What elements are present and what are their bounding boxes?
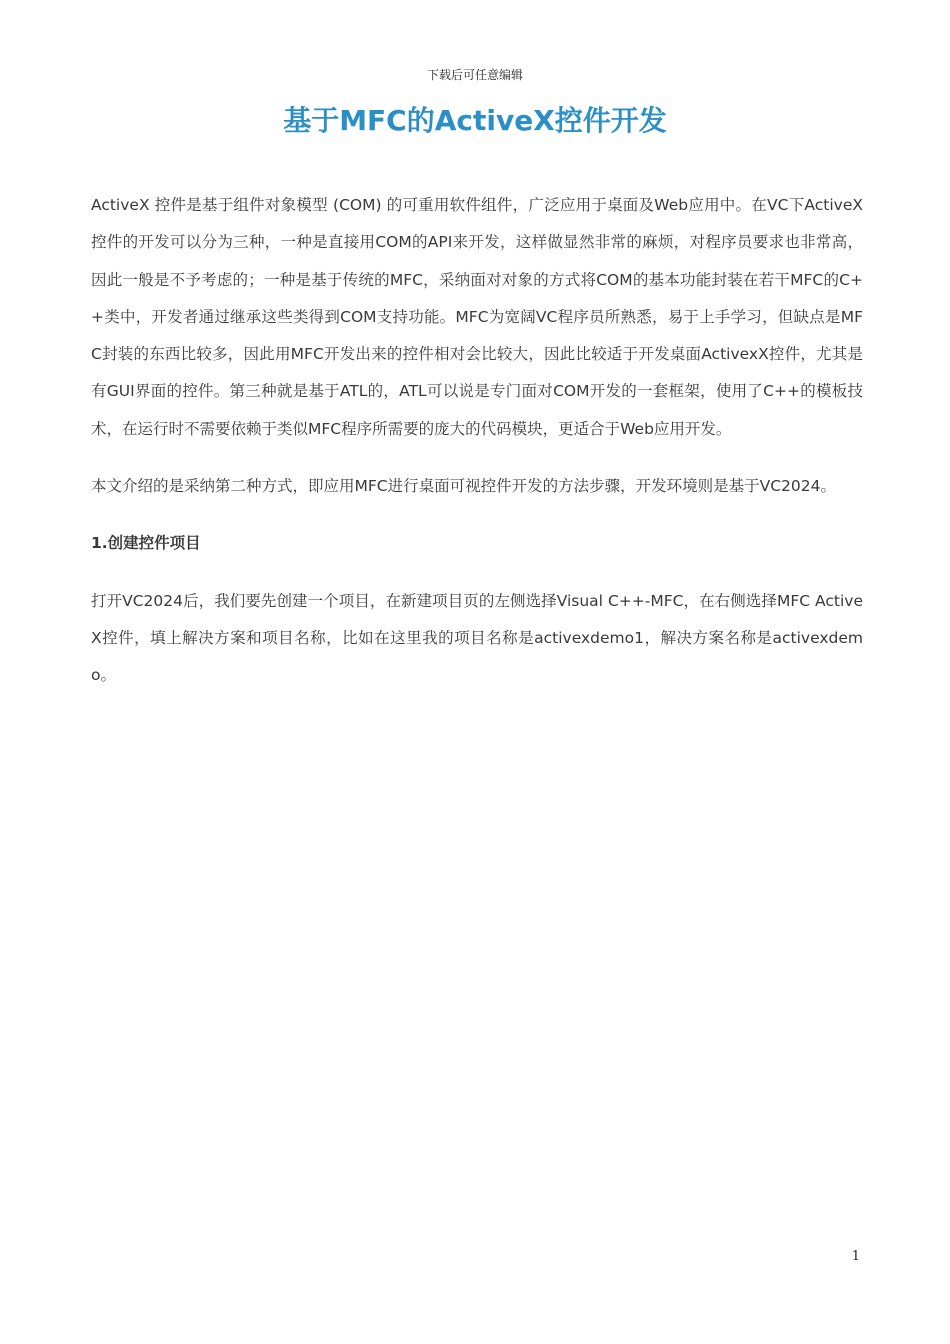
document-title: 基于MFC的ActiveX控件开发: [283, 104, 667, 137]
method-paragraph: 本文介绍的是采纳第二种方式，即应用MFC进行桌面可视控件开发的方法步骤，开发环境则是基于VC2024。: [91, 477, 836, 496]
intro-paragraph: ActiveX 控件是基于组件对象模型 (COM) 的可重用软件组件，广泛应用于桌面及Web应用中。在VC下ActiveX控件的开发可以分为三种，一种是直接用COM的API来开发，这样做显然非常的麻烦，对程序员要求也非常高，因此一般是不予考虑的；一种是基于传统的MFC，采纳面对对象的方式将COM的基本功能封装在若干MFC的C++类中，开发者通过继承这些类得到COM支持功能。MFC为宽阔VC程序员所熟悉，易于上手学习，但缺点是MFC封装的东西比较多，因此用MFC开发出来的控件相对会比较大，因此比较适于开发桌面ActivexX控件，尤其是有GUI界面的控件。第三种就是基于ATL的，ATL可以说是专门面对COM开发的一套框架，使用了C++的模板技术，在运行时不需要依赖于类似MFC程序所需要的庞大的代码模块，更适合于Web应用开发。: [91, 196, 863, 438]
page-number: 1: [851, 1249, 860, 1264]
section-paragraph: 打开VC2024后，我们要先创建一个项目，在新建项目页的左侧选择Visual C++-MFC，在右侧选择MFC ActiveX控件，填上解决方案和项目名称，比如在这里我的项目名称是activexdemo1，解决方案名称是activexdemo。: [91, 591, 863, 685]
document-body: [91, 187, 863, 715]
download-note: 下载后可任意编辑: [426, 68, 523, 82]
section-heading: 1.创建控件项目: [91, 534, 201, 553]
